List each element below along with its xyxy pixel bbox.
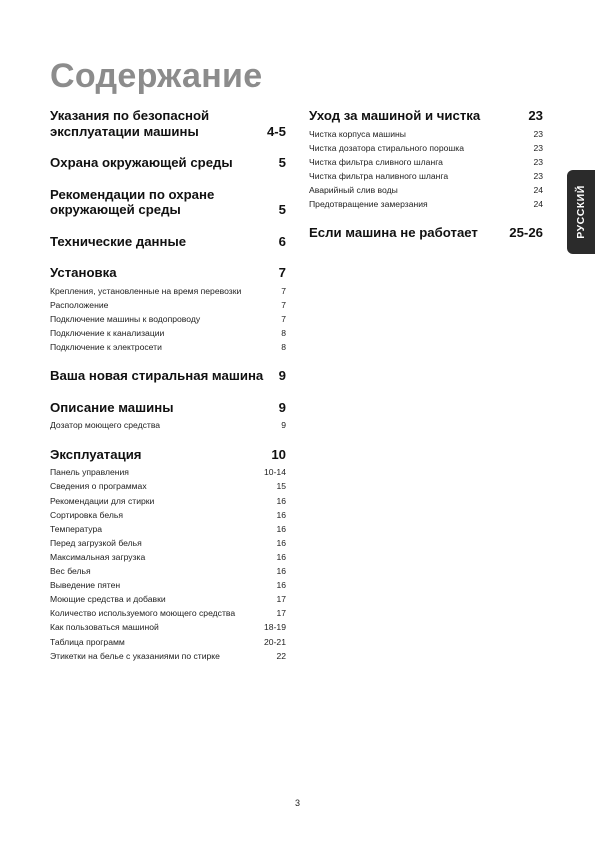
toc-right-column	[309, 108, 543, 257]
toc-section-page: 5	[278, 155, 286, 170]
toc-subitem-page: 22	[276, 650, 286, 661]
toc-subitem-page: 17	[276, 608, 286, 619]
toc-subitem[interactable]	[309, 143, 543, 154]
toc-section	[309, 108, 543, 209]
toc-subitem-page: 16	[276, 566, 286, 577]
toc-subitem-page: 16	[276, 580, 286, 591]
toc-section-title: Уход за машиной и чистка	[309, 108, 481, 123]
toc-section-title: Указания по безопасной эксплуатации машины	[50, 108, 210, 139]
toc-subitem-label: Подключение к канализации	[50, 327, 165, 338]
toc-section-page: 10	[271, 446, 286, 462]
toc-subitem-list	[50, 420, 286, 431]
toc-subitem[interactable]	[50, 300, 286, 311]
toc-section	[50, 265, 286, 352]
toc-subitem-label: Как пользоваться машиной	[50, 622, 159, 633]
toc-section-heading[interactable]	[50, 400, 286, 416]
toc-subitem[interactable]	[50, 420, 286, 431]
toc-subitem-page: 23	[533, 142, 543, 153]
toc-subitem[interactable]	[50, 286, 286, 297]
toc-section-page: 6	[278, 233, 286, 249]
toc-section-title: Рекомендации по охране окружающей среды	[50, 186, 215, 217]
toc-section-heading[interactable]	[50, 234, 286, 250]
toc-section-heading[interactable]	[50, 447, 286, 463]
toc-section-title: Эксплуатация	[50, 446, 142, 462]
toc-subitem-label: Сортировка белья	[50, 509, 124, 520]
toc-subitem-label: Количество используемого моющего средства	[50, 608, 236, 619]
toc-subitem-page: 18-19	[264, 622, 286, 633]
toc-section-page: 9	[278, 399, 286, 415]
toc-subitem-page: 24	[533, 198, 543, 209]
toc-subitem-label: Выведение пятен	[50, 580, 121, 591]
toc-subitem-label: Панель управления	[50, 467, 129, 478]
toc-subitem-page: 20-21	[264, 636, 286, 647]
language-tab	[567, 170, 595, 254]
toc-subitem[interactable]	[50, 496, 286, 507]
toc-subitem-label: Чистка дозатора стирального порошка	[309, 142, 465, 153]
toc-subitem[interactable]	[309, 171, 543, 182]
toc-subitem-label: Таблица программ	[50, 636, 125, 647]
toc-subitem-label: Сведения о программах	[50, 481, 147, 492]
toc-subitem-list	[50, 286, 286, 353]
toc-subitem-label: Рекомендации для стирки	[50, 495, 155, 506]
toc-subitem-page: 23	[533, 156, 543, 167]
toc-subitem[interactable]	[50, 510, 286, 521]
toc-section-heading[interactable]	[50, 368, 286, 384]
toc-subitem-label: Предотвращение замерзания	[309, 198, 428, 209]
toc-section-page: 7	[278, 265, 286, 280]
toc-subitem[interactable]	[50, 467, 286, 478]
toc-section-title: Ваша новая стиральная машина	[50, 368, 264, 384]
toc-subitem-label: Чистка корпуса машины	[309, 128, 406, 139]
toc-subitem-label: Перед загрузкой белья	[50, 537, 142, 548]
toc-subitem[interactable]	[309, 157, 543, 168]
toc-subitem-page: 8	[281, 327, 286, 338]
toc-subitem-label: Этикетки на белье с указаниями по стирке	[50, 650, 220, 661]
toc-subitem[interactable]	[50, 328, 286, 339]
toc-subitem[interactable]	[50, 651, 286, 662]
toc-subitem[interactable]	[50, 342, 286, 353]
toc-subitem-page: 15	[276, 481, 286, 492]
toc-subitem[interactable]	[50, 637, 286, 648]
toc-subitem[interactable]	[50, 580, 286, 591]
language-tab-label: РУССКИЙ	[575, 185, 587, 239]
toc-subitem-page: 16	[276, 495, 286, 506]
toc-subitem-label: Подключение машины к водопроводу	[50, 313, 201, 324]
toc-subitem-label: Подключение к электросети	[50, 341, 162, 352]
toc-subitem-label: Аварийный слив воды	[309, 184, 398, 195]
toc-subitem[interactable]	[50, 552, 286, 563]
toc-subitem-page: 16	[276, 551, 286, 562]
toc-subitem-label: Крепления, установленные на время перевозки	[50, 285, 242, 296]
toc-subitem[interactable]	[50, 314, 286, 325]
toc-section-page: 9	[278, 368, 286, 384]
toc-section-page: 25-26	[509, 225, 543, 241]
toc-section	[50, 368, 286, 384]
toc-section-page: 23	[528, 108, 543, 123]
toc-section-heading[interactable]	[309, 108, 543, 124]
toc-subitem[interactable]	[50, 594, 286, 605]
toc-section-heading[interactable]	[309, 225, 543, 241]
toc-subitem[interactable]	[309, 129, 543, 140]
toc-subitem-page: 7	[281, 299, 286, 310]
toc-section-page: 5	[278, 202, 286, 217]
toc-section-title: Технические данные	[50, 233, 187, 249]
toc-subitem-page: 7	[281, 285, 286, 296]
toc-subitem[interactable]	[50, 566, 286, 577]
toc-subitem-list	[50, 467, 286, 661]
toc-subitem[interactable]	[50, 524, 286, 535]
toc-section	[50, 234, 286, 250]
toc-section-heading[interactable]	[50, 187, 286, 218]
toc-subitem-label: Чистка фильтра сливного шланга	[309, 156, 443, 167]
toc-section-title: Описание машины	[50, 399, 174, 415]
toc-subitem-label: Расположение	[50, 299, 109, 310]
toc-subitem[interactable]	[309, 199, 543, 210]
toc-subitem-label: Дозатор моющего средства	[50, 420, 161, 431]
toc-subitem-label: Вес белья	[50, 566, 91, 577]
toc-section-title: Если машина не работает	[309, 225, 478, 241]
toc-section-title: Установка	[50, 265, 117, 280]
toc-subitem[interactable]	[50, 538, 286, 549]
toc-subitem-page: 16	[276, 509, 286, 520]
toc-subitem-label: Максимальная загрузка	[50, 551, 146, 562]
toc-subitem-label: Моющие средства и добавки	[50, 594, 166, 605]
toc-subitem-page: 16	[276, 537, 286, 548]
toc-subitem-page: 9	[281, 420, 286, 431]
toc-subitem[interactable]	[50, 622, 286, 633]
toc-section-heading[interactable]	[50, 265, 286, 281]
toc-subitem-page: 24	[533, 184, 543, 195]
toc-subitem-page: 8	[281, 341, 286, 352]
page-title: Содержание	[50, 57, 263, 95]
toc-subitem-page: 23	[533, 128, 543, 139]
toc-subitem-page: 7	[281, 313, 286, 324]
toc-section-page: 4-5	[266, 123, 286, 139]
toc-subitem[interactable]	[50, 481, 286, 492]
toc-section-heading[interactable]	[50, 155, 286, 171]
toc-subitem-label: Температура	[50, 523, 103, 534]
toc-section-title: Охрана окружающей среды	[50, 155, 233, 170]
toc-subitem-page: 17	[276, 594, 286, 605]
toc-section-heading[interactable]	[50, 108, 286, 139]
toc-subitem-list	[309, 129, 543, 210]
toc-section	[50, 108, 286, 139]
toc-subitem-label: Чистка фильтра наливного шланга	[309, 170, 449, 181]
toc-section	[50, 400, 286, 431]
page-number: 3	[294, 798, 300, 808]
toc-subitem-page: 23	[533, 170, 543, 181]
toc-section	[50, 447, 286, 661]
toc-subitem[interactable]	[309, 185, 543, 196]
toc-left-column	[50, 108, 286, 677]
toc-section	[50, 187, 286, 218]
toc-subitem[interactable]	[50, 608, 286, 619]
toc-section	[309, 225, 543, 241]
toc-subitem-page: 10-14	[264, 467, 286, 478]
toc-subitem-page: 16	[276, 523, 286, 534]
toc-section	[50, 155, 286, 171]
